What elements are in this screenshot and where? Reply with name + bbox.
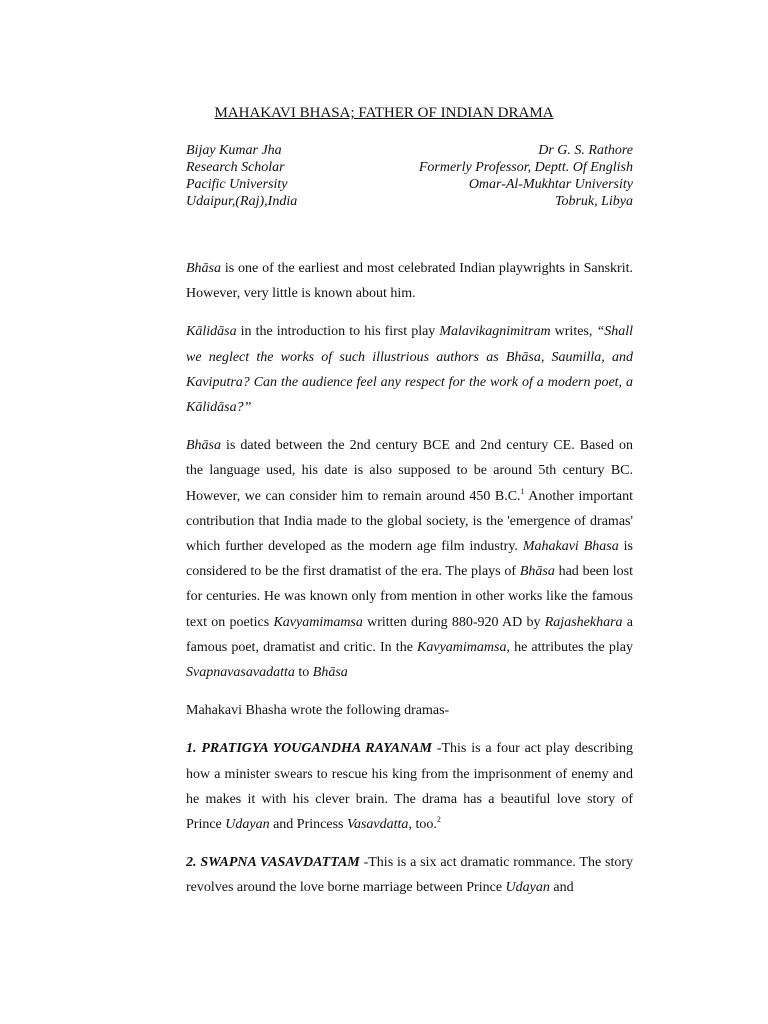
name-bhasa: Bhāsa xyxy=(519,564,555,580)
text-run: and xyxy=(549,880,574,896)
text-run: to xyxy=(294,665,313,681)
text-run: written during 880-920 AD by xyxy=(362,614,545,630)
text-run: is dated between the 2nd century BCE and 2nd century CE. Based on the language used, his date is also supposed to be around 5th century BC. However, we can consider him to remain around 450 B.C. xyxy=(186,438,633,504)
name-vasavdatta: Vasavdatta xyxy=(346,817,409,833)
name-bhasa: Bhāsa xyxy=(312,665,348,681)
author-left-institution: Pacific University xyxy=(186,177,288,192)
text-run: had been lost for centuries. He was known only from mention in other works like the famous text on poetics xyxy=(186,564,633,630)
author-right-position: Formerly Professor, Deptt. Of English xyxy=(418,160,633,175)
name-bhasa: Bhāsa xyxy=(186,261,221,276)
author-right xyxy=(419,142,633,210)
paragraph-dramas-intro: Mahakavi Bhasha wrote the following dramas- xyxy=(186,703,450,719)
paragraph-intro xyxy=(186,256,633,306)
document-body xyxy=(186,256,633,914)
paragraph-drama-2 xyxy=(186,850,633,900)
author-left-location: Udaipur,(Raj),India xyxy=(186,194,298,209)
name-bhasa: Bhāsa xyxy=(186,438,221,454)
name-mahakavi-bhasa: Mahakavi Bhasa xyxy=(522,539,619,555)
footnote-marker[interactable]: 2 xyxy=(436,815,441,825)
paragraph-drama-1 xyxy=(186,736,633,837)
text-run: is considered to be the first dramatist of the era. The plays of xyxy=(186,539,634,580)
paragraph-dating xyxy=(186,433,633,685)
author-right-institution: Omar-Al-Mukhtar University xyxy=(468,177,633,192)
text-run: in the introduction to his first play xyxy=(236,324,440,340)
name-kalidasa: Kālidāsa xyxy=(186,324,237,340)
author-right-location: Tobruk, Libya xyxy=(554,194,633,209)
text-run: Another important contribution that India made to the global society, is the 'emergence of dramas' which further developed as the modern age film industry. xyxy=(186,488,633,555)
author-left-name: Bijay Kumar Jha xyxy=(186,143,282,158)
text-run: -This is a four act play describing how a minister swears to rescue his king from the imprisonment of enemy and he makes it with his clever brain. The drama has a beautiful love story of Prince xyxy=(186,741,634,833)
play-title: Svapnavasavadatta xyxy=(186,665,295,681)
text-run: and Princess xyxy=(269,817,347,833)
author-left xyxy=(186,142,297,210)
name-rajashekhara: Rajashekhara xyxy=(544,614,623,630)
play-title: Malavikagnimitram xyxy=(439,324,551,340)
text-run: , too. xyxy=(408,817,437,833)
text-title: Kavyamimamsa xyxy=(273,614,363,630)
footnote-marker[interactable]: 1 xyxy=(520,486,525,496)
text-run: a famous poet, dramatist and critic. In the xyxy=(186,614,633,655)
document-title: MAHAKAVI BHASA; FATHER OF INDIAN DRAMA xyxy=(214,105,554,121)
paragraph-kalidasa xyxy=(186,319,633,420)
text-run: writes, xyxy=(550,324,597,340)
drama-heading: 1. PRATIGYA YOUGANDHA RAYANAM xyxy=(186,741,432,757)
name-udayan: Udayan xyxy=(225,817,270,833)
name-udayan: Udayan xyxy=(505,880,550,896)
drama-heading: 2. SWAPNA VASAVDATTAM xyxy=(186,855,360,871)
author-right-name: Dr G. S. Rathore xyxy=(538,143,633,158)
author-left-position: Research Scholar xyxy=(186,160,285,175)
text-run: , he attributes the play xyxy=(506,639,633,655)
text-title: Kavyamimamsa xyxy=(417,639,507,655)
text-run: is one of the earliest and most celebrated Indian playwrights in Sanskrit. However, very little is known about him. xyxy=(186,261,633,302)
quotation: “Shall we neglect the works of such illustrious authors as Bhāsa, Saumilla, and Kaviputra? Can the audience feel any respect for the work of a modern poet, a Kālidāsa?” xyxy=(186,324,634,416)
text-run: -This is a six act dramatic rommance. The story revolves around the love borne marriage between Prince xyxy=(186,855,633,896)
